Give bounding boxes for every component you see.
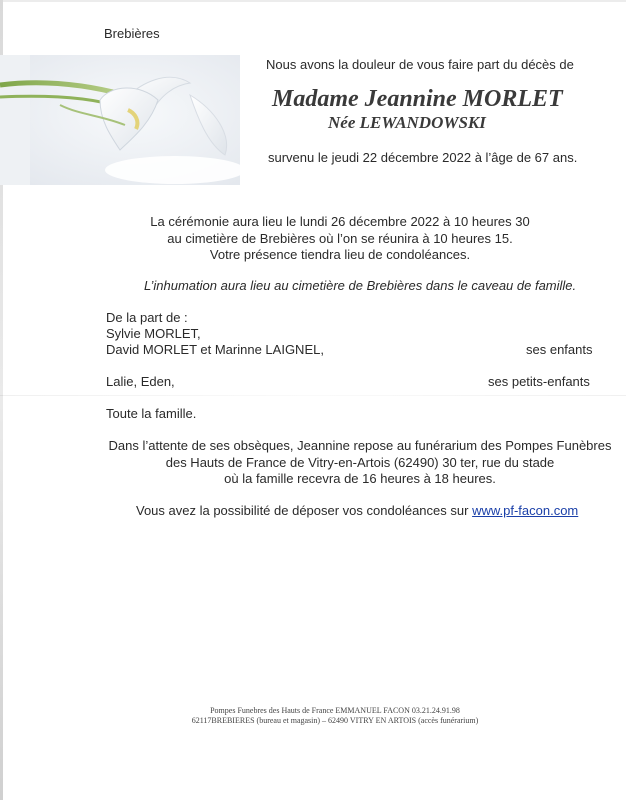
announcement-intro: Nous avons la douleur de vous faire part du décès de [266, 57, 574, 72]
funeral-home-line-2: des Hauts de France de Vitry-en-Artois (62490) 30 ter, rue du stade [165, 455, 555, 470]
town-name: Brebières [104, 26, 160, 41]
burial-text: L’inhumation aura lieu au cimetière de Brebières dans le caveau de famille. [144, 278, 577, 293]
condolences-line [136, 503, 578, 518]
whole-family-text: Toute la famille. [106, 406, 197, 421]
ceremony-line-1: La cérémonie aura lieu le lundi 26 décembre 2022 à 10 heures 30 [150, 214, 530, 229]
footer-line-1: Pompes Funebres des Hauts de France EMMANUEL FACON 03.21.24.91.98 [210, 706, 460, 715]
ceremony-line-2: au cimetière de Brebières où l’on se réunira à 10 heures 15. [167, 231, 513, 246]
ceremony-line-3: Votre présence tiendra lieu de condoléances. [209, 247, 471, 262]
role-grandchildren: ses petits-enfants [488, 374, 590, 389]
family-name-line-1: Sylvie MORLET, [106, 326, 201, 341]
funeral-home-line-3: où la famille recevra de 16 heures à 18 heures. [224, 471, 496, 486]
paper-fold-line [0, 395, 626, 396]
family-name-line-2: David MORLET et Marinne LAIGNEL, [106, 342, 324, 357]
condolences-link[interactable]: www.pf-facon.com [472, 503, 579, 518]
death-date-text: survenu le jeudi 22 décembre 2022 à l’âge de 67 ans. [268, 150, 578, 165]
funeral-home-line-1: Dans l’attente de ses obsèques, Jeannine repose au funérarium des Pompes Funèbres [108, 438, 612, 453]
scan-top-edge [0, 0, 626, 2]
grandchildren-names: Lalie, Eden, [106, 374, 175, 389]
maiden-name: Née LEWANDOWSKI [328, 113, 486, 132]
footer-line-2: 62117BREBIERES (bureau et magasin) – 62490 VITRY EN ARTOIS (accès funérarium) [191, 716, 479, 725]
condolences-text: Vous avez la possibilité de déposer vos condoléances sur [136, 503, 469, 518]
family-intro: De la part de : [106, 310, 188, 325]
calla-lily-image [0, 55, 240, 185]
role-children: ses enfants [526, 342, 593, 357]
deceased-name: Madame Jeannine MORLET [272, 86, 563, 112]
